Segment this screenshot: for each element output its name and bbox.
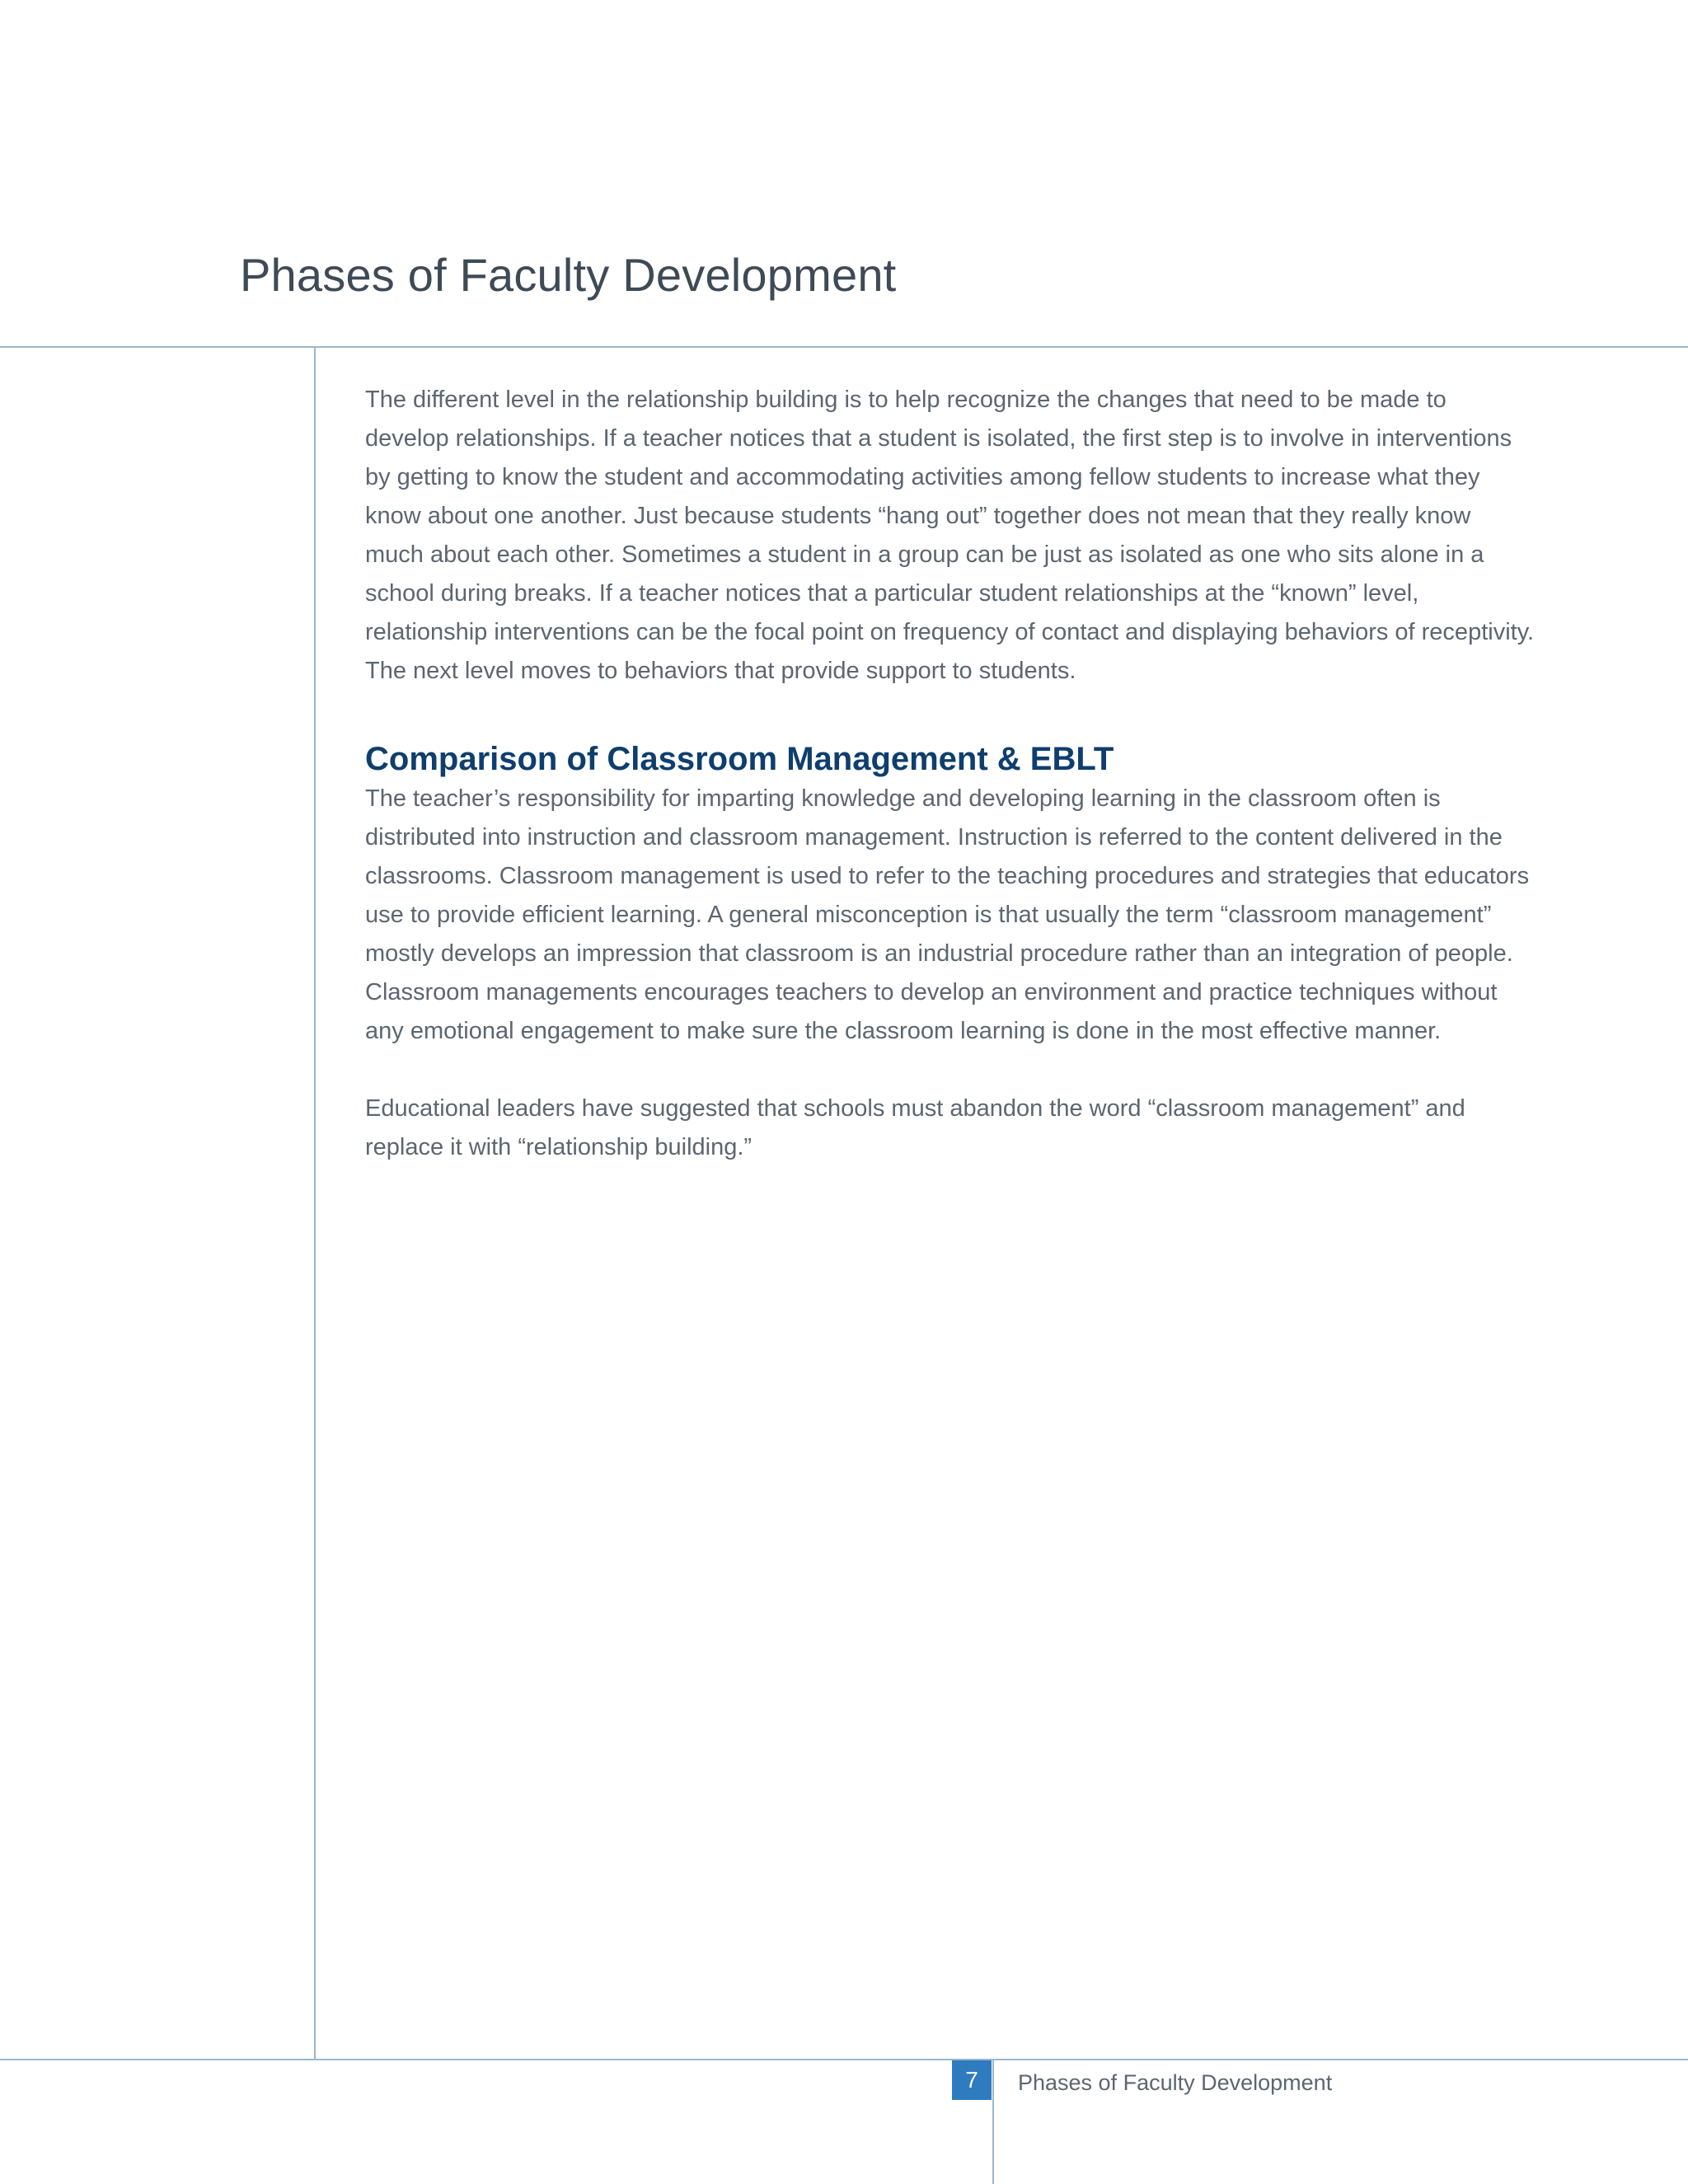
- main-content: [365, 381, 1536, 1167]
- body-paragraph-3: Educational leaders have suggested that schools must abandon the word “classroom management” and replace it with “relationship building.”: [365, 1095, 1465, 1160]
- page-number-badge: 7: [952, 2060, 992, 2100]
- footer-running-title: Phases of Faculty Development: [1018, 2070, 1333, 2095]
- page-title: Phases of Faculty Development: [240, 249, 897, 301]
- footer-divider: [0, 2059, 1688, 2060]
- left-margin-rule: [314, 346, 316, 2060]
- header-divider: [0, 346, 1688, 348]
- section-heading: Comparison of Classroom Management & EBLT: [365, 741, 1114, 777]
- body-paragraph-2: The teacher’s responsibility for imparting knowledge and developing learning in the classroom often is distributed into instruction and classroom management. Instruction is referred to the content delivered in the classrooms. Classroom management is used to refer to the teaching procedures and strategies that educators use to provide efficient learning. A general misconception is that usually the term “classroom management” mostly develops an impression that classroom is an industrial procedure rather than an integration of people. Classroom managements encourages teachers to develop an environment and practice techniques without any emotional engagement to make sure the classroom learning is done in the most effective manner.: [365, 785, 1530, 1044]
- body-paragraph-1: The different level in the relationship building is to help recognize the changes that need to be made to develop relationships. If a teacher notices that a student is isolated, the first step is to involve in interventions by getting to know the student and accommodating activities among fellow students to increase what they know about one another. Just because students “hang out” together does not mean that they really know much about each other. Sometimes a student in a group can be just as isolated as one who sits alone in a school during breaks. If a teacher notices that a particular student relationships at the “known” level, relationship interventions can be the focal point on frequency of contact and displaying behaviors of receptivity. The next level moves to behaviors that provide support to students.: [365, 387, 1535, 684]
- footer-vertical-rule: [992, 2059, 994, 2184]
